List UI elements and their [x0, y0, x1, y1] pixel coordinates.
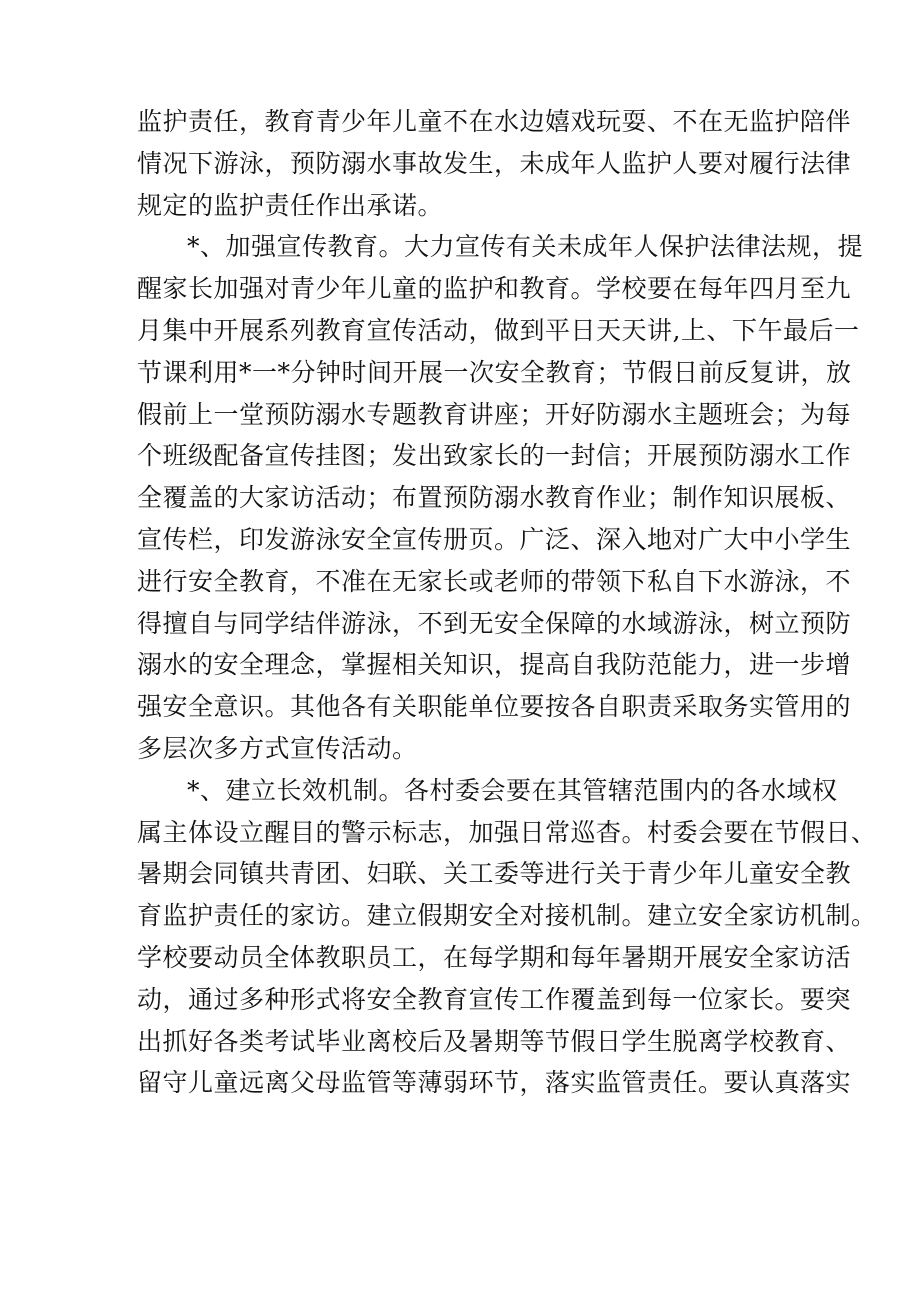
text-line: 属主体设立醒目的警示标志，加强日常巡杳。村委会要在节假日、: [137, 817, 877, 847]
text-line: 全覆盖的大家访活动；布置预防溺水教育作业；制作知识展板、: [137, 483, 852, 513]
text-line: 多层次多方式宣传活动。: [137, 733, 418, 763]
text-line: 月集中开展系列教育宣传活动，做到平日天天讲,上、下午最后一: [137, 315, 860, 345]
text-line: *、建立长效机制。各村委会要在其管辖范围内的各水域权: [187, 775, 838, 805]
text-line: 得擅自与同学结伴游泳，不到无安全保障的水域游泳，树立预防: [137, 608, 852, 638]
text-line: 出抓好各类考试毕业离校后及暑期等节假日学生脱离学校教育、: [137, 1026, 852, 1056]
text-line: 留守儿童远离父母监管等薄弱环节，落实监管责任。要认真落实: [137, 1068, 852, 1098]
text-line: 节课利用*一*分钟时间开展一次安全教育；节假日前反复讲，放: [137, 357, 852, 387]
text-line: 暑期会同镇共青团、妇联、关工委等进行关于青少年儿童安全教: [137, 859, 852, 889]
paragraph-3: [137, 770, 877, 1104]
text-line: 学校要动员全体教职员工，在每学期和每年暑期开展安全家访活: [137, 942, 852, 972]
text-line: 个班级配备宣传挂图；发出致家长的一封信；开展预防溺水工作: [137, 441, 852, 471]
text-line: *、加强宣传教育。大力宣传有关未成年人保护法律法规，提: [187, 232, 864, 262]
text-line: 情况下游泳，预防溺水事故发生，未成年人监护人要对履行法律: [137, 148, 852, 178]
paragraph-1: [137, 101, 852, 226]
text-line: 监护责任，教育青少年儿童不在水边嬉戏玩耍、不在无监护陪伴: [137, 107, 852, 136]
text-line: 溺水的安全理念，掌握相关知识，提高自我防范能力，进一步增: [137, 650, 852, 680]
text-line: 规定的监护责任作出承诺。: [137, 190, 444, 220]
paragraph-2: [137, 226, 864, 769]
text-line: 育监护责任的家访。建立假期安全对接机制。建立安全家访机制。: [137, 901, 877, 931]
text-line: 强安全意识。其他各有关职能单位要按各自职责采取务实管用的: [137, 692, 852, 722]
text-line: 醒家长加强对青少年儿童的监护和教育。学校要在每年四月至九: [137, 274, 852, 304]
document-page: [137, 101, 877, 1104]
text-line: 动，通过多种形式将安全教育宣传工作覆盖到每一位家长。要突: [137, 984, 852, 1014]
text-line: 进行安全教育，不准在无家长或老师的带领下私自下水游泳，不: [137, 566, 852, 596]
text-line: 宣传栏，印发游泳安全宣传册页。广泛、深入地对广大中小学生: [137, 524, 852, 554]
text-line: 假前上一堂预防溺水专题教育讲座；开好防溺水主题班会；为每: [137, 399, 852, 429]
